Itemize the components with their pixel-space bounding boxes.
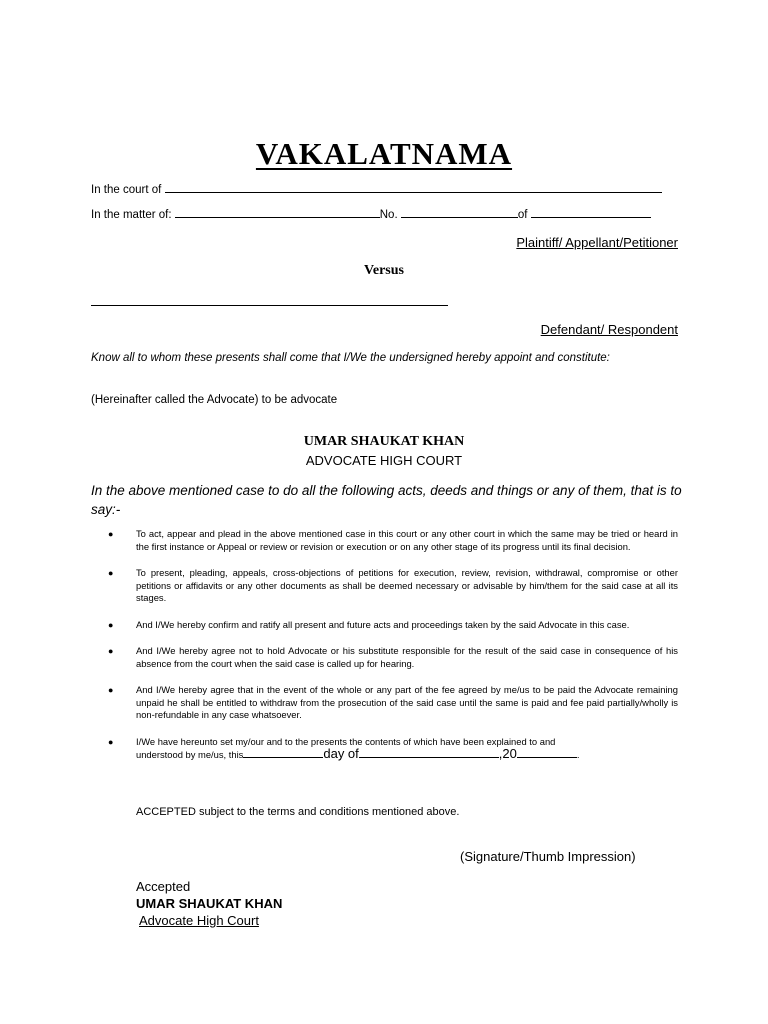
date-line-start: understood by me/us, this xyxy=(136,749,244,760)
plaintiff-label: Plaintiff/ Appellant/Petitioner xyxy=(516,235,678,250)
year-blank-line[interactable] xyxy=(531,207,651,218)
accepted-label: Accepted xyxy=(136,879,191,894)
list-item-text: To present, pleading, appeals, cross-objections of petitions for execution, review, revision, withdrawal, compromise or other petitions or affidavits or any other documents as shall be deemed necessary or advisable by him/them for the said case at all its stages. xyxy=(136,567,678,603)
court-row xyxy=(91,182,662,196)
bullet-icon: ● xyxy=(108,646,114,656)
date-day-blank[interactable] xyxy=(243,748,323,758)
court-blank-line[interactable] xyxy=(165,182,662,193)
date-year-blank[interactable] xyxy=(517,748,577,758)
court-label: In the court of xyxy=(91,184,162,196)
powers-list xyxy=(108,528,678,762)
versus-label: Versus xyxy=(364,263,404,278)
list-item xyxy=(108,619,678,632)
list-item-text: I/We have hereunto set my/our and to the presents the contents of which have been explained to and xyxy=(136,735,556,747)
list-item xyxy=(108,528,678,553)
date-line-end: . xyxy=(576,749,580,760)
accepted-advocate-name: UMAR SHAUKAT KHAN xyxy=(136,896,283,911)
date-line xyxy=(136,748,678,762)
intro-paragraph: Know all to whom these presents shall come that I/We the undersigned hereby appoint and constitute: xyxy=(91,352,610,364)
list-item xyxy=(108,684,678,722)
bullet-icon: ● xyxy=(108,568,114,578)
advocate-name: UMAR SHAUKAT KHAN xyxy=(303,434,465,449)
signature-label: (Signature/Thumb Impression) xyxy=(460,849,636,864)
day-of-label: day of xyxy=(323,746,359,761)
hereinafter-text: (Hereinafter called the Advocate) to be advocate xyxy=(91,394,338,406)
list-item xyxy=(108,736,678,762)
year-label: ,20 xyxy=(498,746,517,761)
no-label: No. xyxy=(379,209,398,221)
number-blank-line[interactable] xyxy=(401,207,518,218)
lead-paragraph: In the above mentioned case to do all the following acts, deeds and things or any of them, that is to say:- xyxy=(91,483,682,517)
bullet-icon: ● xyxy=(108,685,114,695)
bullet-icon: ● xyxy=(108,736,114,747)
accepted-note: ACCEPTED subject to the terms and conditions mentioned above. xyxy=(136,806,460,818)
list-item-text: And I/We hereby agree that in the event of the whole or any part of the fee agreed by me/us to be paid the Advocate remaining unpaid he shall be entitled to withdraw from the prosecution of the said case until the same is paid and fee paid partially/wholly is non-refundable in any case whatsoever. xyxy=(136,684,678,720)
defendant-label: Defendant/ Respondent xyxy=(540,322,678,337)
matter-row xyxy=(91,207,651,221)
list-item xyxy=(108,645,678,670)
defendant-blank-line[interactable] xyxy=(91,305,448,306)
list-item-text: To act, appear and plead in the above mentioned case in this court or any other court in which the same may be tried or heard in the first instance or Appeal or review or revision or execution or on any other stage of its progress until its final decision. xyxy=(136,528,678,552)
matter-label: In the matter of: xyxy=(91,209,172,221)
bullet-icon: ● xyxy=(108,529,114,539)
matter-blank-line[interactable] xyxy=(175,207,380,218)
list-item xyxy=(108,567,678,605)
accepted-advocate-court: Advocate High Court xyxy=(139,913,259,928)
list-item-text: And I/We hereby confirm and ratify all present and future acts and proceedings taken by the said Advocate in this case. xyxy=(136,618,630,630)
list-item-text: And I/We hereby agree not to hold Advocate or his substitute responsible for the result of the said case in consequence of his absence from the court when the said case is called up for hearing. xyxy=(136,645,678,669)
of-label: of xyxy=(517,209,528,221)
document-title: VAKALATNAMA xyxy=(255,136,513,171)
advocate-title: ADVOCATE HIGH COURT xyxy=(305,453,463,468)
date-month-blank[interactable] xyxy=(359,748,499,758)
bullet-icon: ● xyxy=(108,619,114,630)
